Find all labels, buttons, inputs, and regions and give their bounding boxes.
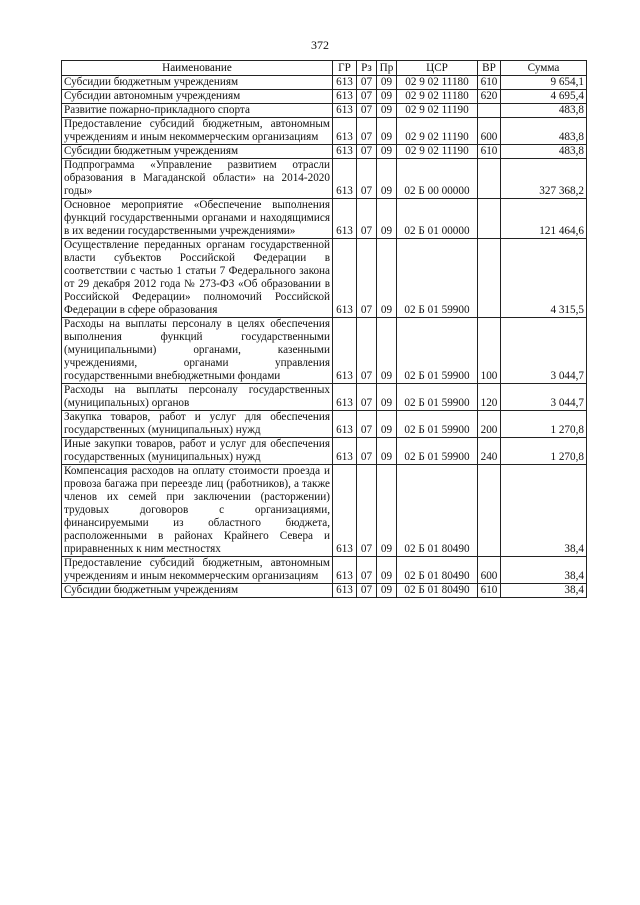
- table-row: [62, 118, 587, 145]
- cell-pr: 09: [377, 411, 397, 438]
- cell-name: Подпрограмма «Управление развитием отрасли образования в Магаданской области» на 2014-2020 годы»: [62, 159, 333, 199]
- cell-sum: 483,8: [501, 118, 587, 145]
- column-header-csr: ЦСР: [397, 61, 478, 76]
- cell-gr: 613: [333, 239, 357, 318]
- cell-gr: 613: [333, 76, 357, 90]
- cell-name: Развитие пожарно-прикладного спорта: [62, 104, 333, 118]
- cell-gr: 613: [333, 438, 357, 465]
- cell-name: Субсидии бюджетным учреждениям: [62, 584, 333, 598]
- cell-name: Субсидии бюджетным учреждениям: [62, 145, 333, 159]
- cell-rz: 07: [357, 76, 377, 90]
- cell-gr: 613: [333, 159, 357, 199]
- cell-gr: 613: [333, 384, 357, 411]
- cell-rz: 07: [357, 438, 377, 465]
- cell-rz: 07: [357, 90, 377, 104]
- column-header-vr: ВР: [478, 61, 501, 76]
- cell-pr: 09: [377, 239, 397, 318]
- cell-name: Расходы на выплаты персоналу государственных (муниципальных) органов: [62, 384, 333, 411]
- cell-rz: 07: [357, 145, 377, 159]
- cell-vr: 620: [478, 90, 501, 104]
- cell-pr: 09: [377, 465, 397, 557]
- column-header-name: Наименование: [62, 61, 333, 76]
- table-header-row: [62, 61, 587, 76]
- cell-gr: 613: [333, 199, 357, 239]
- cell-sum: 327 368,2: [501, 159, 587, 199]
- table-row: [62, 90, 587, 104]
- cell-csr: 02 Б 01 00000: [397, 199, 478, 239]
- cell-rz: 07: [357, 584, 377, 598]
- cell-csr: 02 9 02 11190: [397, 104, 478, 118]
- cell-csr: 02 9 02 11180: [397, 76, 478, 90]
- cell-vr: [478, 239, 501, 318]
- table-row: [62, 199, 587, 239]
- cell-vr: 600: [478, 118, 501, 145]
- cell-pr: 09: [377, 76, 397, 90]
- cell-sum: 483,8: [501, 104, 587, 118]
- cell-rz: 07: [357, 465, 377, 557]
- cell-pr: 09: [377, 318, 397, 384]
- cell-sum: 3 044,7: [501, 384, 587, 411]
- cell-vr: 610: [478, 145, 501, 159]
- table-row: [62, 145, 587, 159]
- cell-name: Субсидии бюджетным учреждениям: [62, 76, 333, 90]
- cell-name: Предоставление субсидий бюджетным, автономным учреждениям и иным некоммерческим организациям: [62, 557, 333, 584]
- cell-sum: 121 464,6: [501, 199, 587, 239]
- table-row: [62, 384, 587, 411]
- table-row: [62, 411, 587, 438]
- cell-sum: 38,4: [501, 584, 587, 598]
- cell-gr: 613: [333, 465, 357, 557]
- cell-sum: 4 315,5: [501, 239, 587, 318]
- cell-name: Расходы на выплаты персоналу в целях обеспечения выполнения функций государственными (муниципальными) органами, казенными учреждениями, органами управления государственными внебюджетными фондами: [62, 318, 333, 384]
- cell-pr: 09: [377, 118, 397, 145]
- cell-gr: 613: [333, 584, 357, 598]
- cell-pr: 09: [377, 159, 397, 199]
- table-row: [62, 438, 587, 465]
- cell-vr: [478, 159, 501, 199]
- cell-pr: 09: [377, 199, 397, 239]
- cell-sum: 9 654,1: [501, 76, 587, 90]
- cell-csr: 02 Б 01 59900: [397, 318, 478, 384]
- cell-sum: 38,4: [501, 557, 587, 584]
- cell-rz: 07: [357, 159, 377, 199]
- cell-csr: 02 Б 01 59900: [397, 411, 478, 438]
- cell-rz: 07: [357, 199, 377, 239]
- cell-rz: 07: [357, 104, 377, 118]
- cell-vr: 200: [478, 411, 501, 438]
- cell-name: Основное мероприятие «Обеспечение выполнения функций государственными органами и находящимися в их ведении государственными учреждениями»: [62, 199, 333, 239]
- cell-pr: 09: [377, 145, 397, 159]
- cell-name: Осуществление переданных органам государственной власти субъектов Российской Федерации в соответствии с частью 1 статьи 7 Федерального закона от 29 декабря 2012 года № 273-ФЗ «Об образовании в Российской Федерации» полномочий Российской Федерации в сфере образования: [62, 239, 333, 318]
- table-row: [62, 557, 587, 584]
- cell-sum: 4 695,4: [501, 90, 587, 104]
- cell-rz: 07: [357, 318, 377, 384]
- cell-vr: 610: [478, 76, 501, 90]
- cell-name: Субсидии автономным учреждениям: [62, 90, 333, 104]
- cell-pr: 09: [377, 104, 397, 118]
- cell-csr: 02 Б 01 80490: [397, 557, 478, 584]
- cell-rz: 07: [357, 411, 377, 438]
- cell-rz: 07: [357, 384, 377, 411]
- cell-csr: 02 Б 00 00000: [397, 159, 478, 199]
- cell-gr: 613: [333, 318, 357, 384]
- cell-vr: [478, 199, 501, 239]
- table-row: [62, 584, 587, 598]
- cell-rz: 07: [357, 557, 377, 584]
- cell-csr: 02 Б 01 59900: [397, 239, 478, 318]
- cell-csr: 02 Б 01 80490: [397, 465, 478, 557]
- column-header-gr: ГР: [333, 61, 357, 76]
- cell-csr: 02 9 02 11180: [397, 90, 478, 104]
- column-header-sum: Сумма: [501, 61, 587, 76]
- cell-sum: 1 270,8: [501, 411, 587, 438]
- cell-vr: 100: [478, 318, 501, 384]
- cell-pr: 09: [377, 384, 397, 411]
- cell-csr: 02 Б 01 80490: [397, 584, 478, 598]
- cell-pr: 09: [377, 438, 397, 465]
- cell-name: Компенсация расходов на оплату стоимости проезда и провоза багажа при переезде лиц (работников), а также членов их семей при заключении (расторжении) трудовых договоров с организациями, финансируемыми из областного бюджета, расположенными в районах Крайнего Севера и приравненных к ним местностях: [62, 465, 333, 557]
- table-row: [62, 465, 587, 557]
- cell-vr: [478, 465, 501, 557]
- cell-sum: 1 270,8: [501, 438, 587, 465]
- cell-pr: 09: [377, 557, 397, 584]
- cell-csr: 02 Б 01 59900: [397, 384, 478, 411]
- cell-vr: 600: [478, 557, 501, 584]
- cell-rz: 07: [357, 239, 377, 318]
- cell-pr: 09: [377, 90, 397, 104]
- table-row: [62, 104, 587, 118]
- cell-vr: [478, 104, 501, 118]
- cell-sum: 38,4: [501, 465, 587, 557]
- page-number: 372: [311, 38, 329, 52]
- cell-vr: 120: [478, 384, 501, 411]
- cell-gr: 613: [333, 557, 357, 584]
- table-row: [62, 239, 587, 318]
- table-row: [62, 159, 587, 199]
- budget-table: [61, 60, 587, 598]
- cell-sum: 3 044,7: [501, 318, 587, 384]
- table-body: [62, 76, 587, 598]
- cell-vr: 610: [478, 584, 501, 598]
- cell-name: Предоставление субсидий бюджетным, автономным учреждениям и иным некоммерческим организациям: [62, 118, 333, 145]
- column-header-rz: Рз: [357, 61, 377, 76]
- cell-vr: 240: [478, 438, 501, 465]
- cell-gr: 613: [333, 145, 357, 159]
- cell-csr: 02 9 02 11190: [397, 145, 478, 159]
- cell-gr: 613: [333, 118, 357, 145]
- table-row: [62, 318, 587, 384]
- column-header-pr: Пр: [377, 61, 397, 76]
- cell-gr: 613: [333, 90, 357, 104]
- cell-name: Закупка товаров, работ и услуг для обеспечения государственных (муниципальных) нужд: [62, 411, 333, 438]
- cell-pr: 09: [377, 584, 397, 598]
- cell-gr: 613: [333, 411, 357, 438]
- cell-name: Иные закупки товаров, работ и услуг для обеспечения государственных (муниципальных) нужд: [62, 438, 333, 465]
- cell-csr: 02 9 02 11190: [397, 118, 478, 145]
- cell-csr: 02 Б 01 59900: [397, 438, 478, 465]
- cell-gr: 613: [333, 104, 357, 118]
- table-row: [62, 76, 587, 90]
- cell-sum: 483,8: [501, 145, 587, 159]
- cell-rz: 07: [357, 118, 377, 145]
